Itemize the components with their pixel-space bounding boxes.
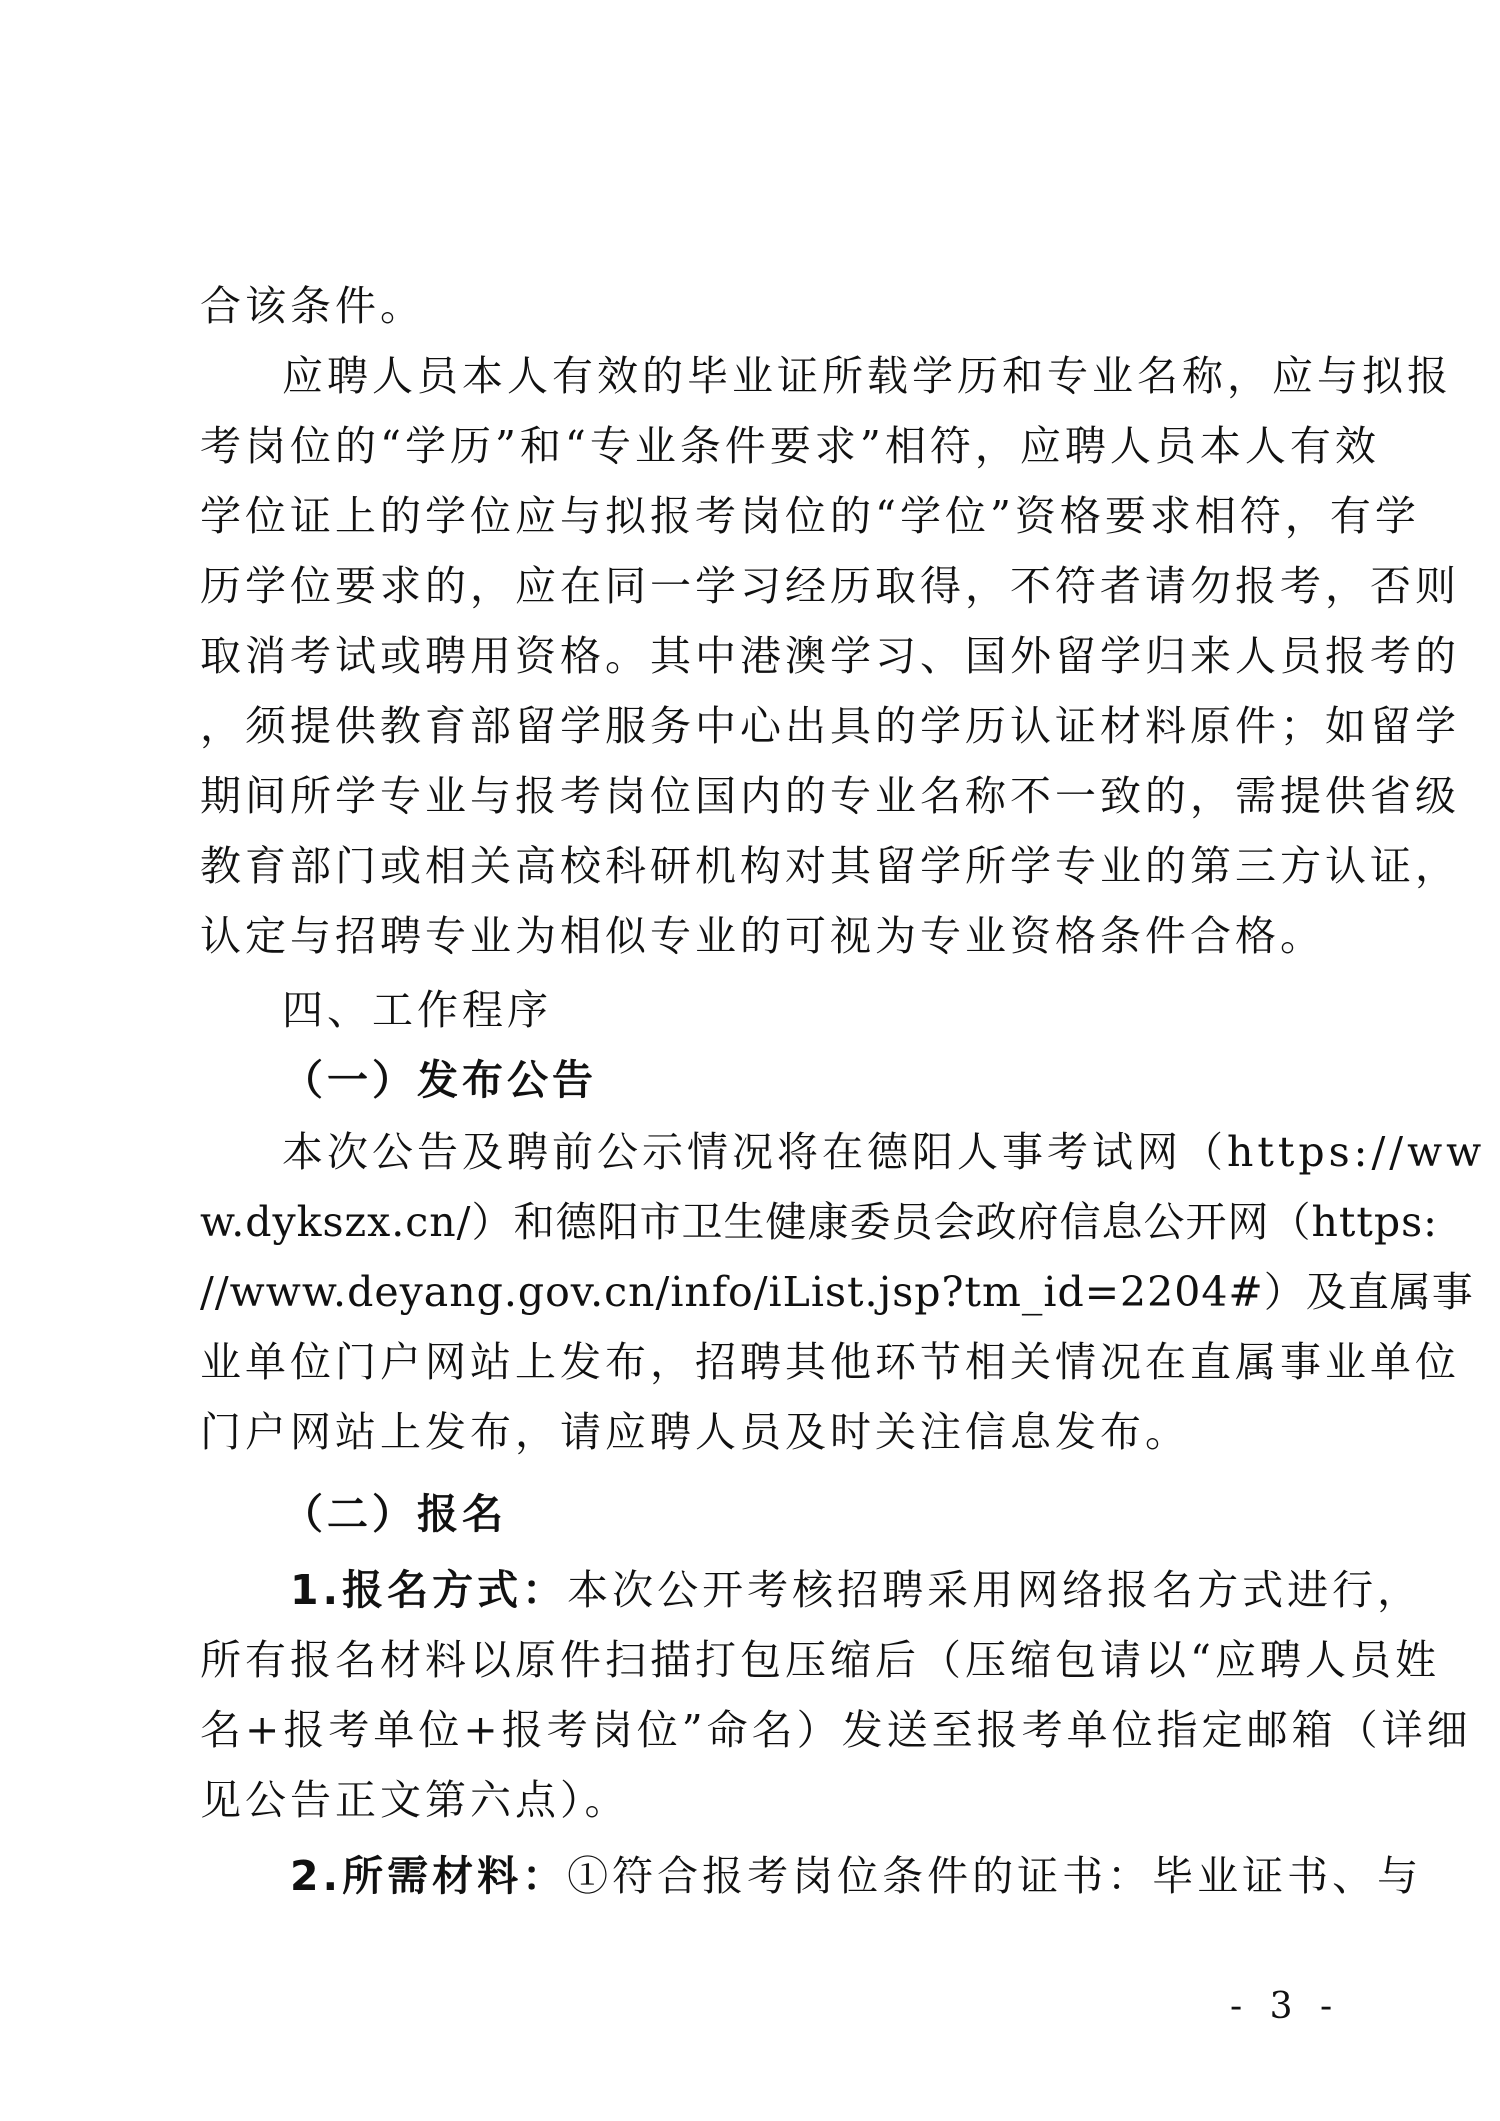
item-text: 本次公开考核招聘采用网络报名方式进行， <box>567 1566 1423 1614</box>
text-line: 合该条件。 <box>200 282 425 330</box>
section-heading: 四、工作程序 <box>282 986 552 1034</box>
paragraph-line: 期间所学专业与报考岗位国内的专业名称不一致的，需提供省级 <box>200 772 1460 820</box>
item-label: 2.所需材料： <box>290 1852 568 1900</box>
paragraph-line: 认定与招聘专业为相似专业的可视为专业资格条件合格。 <box>200 912 1325 960</box>
item-label: 1.报名方式： <box>290 1566 568 1614</box>
page-number: - 3 - <box>1230 1986 1341 2027</box>
subsection-heading: （二）报名 <box>282 1490 507 1538</box>
numbered-item <box>290 1560 1422 1620</box>
paragraph-line: w.dykszx.cn/）和德阳市卫生健康委员会政府信息公开网（https: <box>200 1198 1438 1246</box>
paragraph-line: 应聘人员本人有效的毕业证所载学历和专业名称，应与拟报 <box>282 352 1452 400</box>
paragraph-line: 门户网站上发布，请应聘人员及时关注信息发布。 <box>200 1408 1190 1456</box>
paragraph-line: 取消考试或聘用资格。其中港澳学习、国外留学归来人员报考的 <box>200 632 1460 680</box>
paragraph-line: //www.deyang.gov.cn/info/iList.jsp?tm_id=2204#）及直属事 <box>200 1268 1474 1316</box>
paragraph-line: 本次公告及聘前公示情况将在德阳人事考试网（https://ww <box>282 1128 1486 1176</box>
subsection-heading: （一）发布公告 <box>282 1056 597 1104</box>
paragraph-line: 所有报名材料以原件扫描打包压缩后（压缩包请以“应聘人员姓 <box>200 1636 1440 1684</box>
paragraph-line: 业单位门户网站上发布，招聘其他环节相关情况在直属事业单位 <box>200 1338 1460 1386</box>
paragraph-line: ，须提供教育部留学服务中心出具的学历认证材料原件；如留学 <box>200 702 1460 750</box>
item-text: ①符合报考岗位条件的证书：毕业证书、与 <box>567 1852 1423 1900</box>
paragraph-line: 见公告正文第六点）。 <box>200 1776 630 1824</box>
paragraph-line: 教育部门或相关高校科研机构对其留学所学专业的第三方认证， <box>200 842 1460 890</box>
paragraph-line: 考岗位的“学历”和“专业条件要求”相符，应聘人员本人有效 <box>200 422 1380 470</box>
paragraph-line: 学位证上的学位应与拟报考岗位的“学位”资格要求相符，有学 <box>200 492 1420 540</box>
paragraph-line: 名+报考单位+报考岗位”命名）发送至报考单位指定邮箱（详细 <box>200 1706 1472 1754</box>
paragraph-line: 历学位要求的，应在同一学习经历取得，不符者请勿报考，否则 <box>200 562 1460 610</box>
numbered-item <box>290 1846 1422 1906</box>
